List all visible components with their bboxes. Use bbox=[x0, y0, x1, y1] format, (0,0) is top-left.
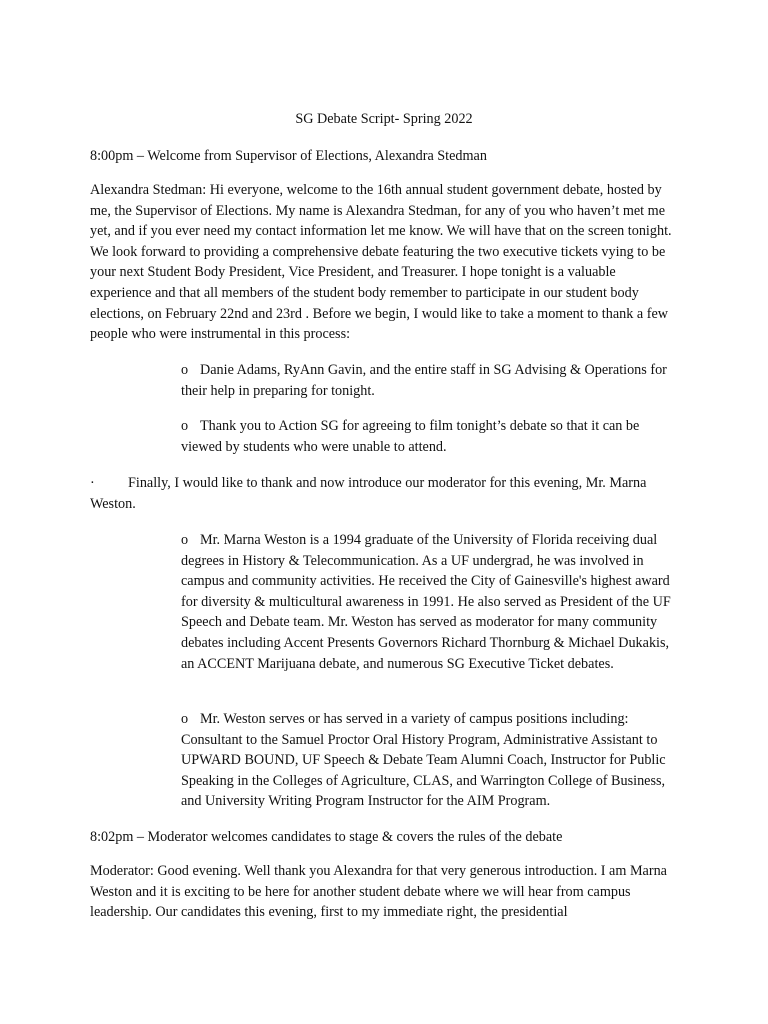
list-item-text: Thank you to Action SG for agreeing to film tonight’s debate so that it can be viewed by students who were unable to attend. bbox=[181, 418, 640, 455]
list-marker: o bbox=[181, 362, 189, 378]
document-title: SG Debate Script- Spring 2022 bbox=[295, 111, 473, 127]
list-item-weston-bio bbox=[181, 530, 681, 674]
list-item-thanks-advising bbox=[181, 360, 681, 401]
list-item-text: Danie Adams, RyAnn Gavin, and the entire staff in SG Advising & Operations for their help in preparing for tonight. bbox=[181, 362, 667, 399]
bullet-marker: · bbox=[90, 475, 95, 491]
list-marker: o bbox=[181, 418, 189, 434]
list-marker: o bbox=[181, 711, 189, 727]
list-item-text: Mr. Weston serves or has served in a variety of campus positions including: Consultant to the Samuel Proctor Oral History Program, Administrative Assistant to UPWARD BOUND, UF Speech & Debate Team Alumni Coach, Instructor for Public Speaking in the Colleges of Agriculture, CLAS, and Warrington College of Business, and University Writing Program Instructor for the AIM Program. bbox=[181, 711, 666, 810]
section-heading-welcome: 8:00pm – Welcome from Supervisor of Elections, Alexandra Stedman bbox=[90, 148, 487, 164]
list-item-weston-positions bbox=[181, 709, 681, 812]
paragraph-text: Finally, I would like to thank and now introduce our moderator for this evening, Mr. Marna Weston. bbox=[90, 475, 647, 512]
section-heading-moderator: 8:02pm – Moderator welcomes candidates to stage & covers the rules of the debate bbox=[90, 829, 563, 845]
paragraph-introduce-moderator bbox=[90, 473, 680, 514]
list-marker: o bbox=[181, 532, 189, 548]
list-item-text: Mr. Marna Weston is a 1994 graduate of the University of Florida receiving dual degrees in History & Telecommunication. As a UF undergrad, he was involved in campus and community activities. He received the City of Gainesville's highest award for diversity & multicultural awareness in 1991. He also served as President of the UF Speech and Debate team. Mr. Weston has served as moderator for many community debates including Accent Presents Governors Richard Thornburg & Michael Dukakis, an ACCENT Marijuana debate, and numerous SG Executive Ticket debates. bbox=[181, 532, 671, 672]
paragraph-stedman-welcome: Alexandra Stedman: Hi everyone, welcome to the 16th annual student government debate, hosted by me, the Supervisor of Elections. My name is Alexandra Stedman, for any of you who haven’t met me yet, and if you ever need my contact information let me know. We will have that on the screen tonight. We look forward to providing a comprehensive debate featuring the two executive tickets vying to be your next Student Body President, Vice President, and Treasurer. I hope tonight is a valuable experience and that all members of the student body remember to participate in our student body elections, on February 22nd and 23rd . Before we begin, I would like to take a moment to thank a few people who were instrumental in this process: bbox=[90, 182, 672, 343]
list-item-thanks-action-sg bbox=[181, 416, 681, 457]
paragraph-moderator-welcome: Moderator: Good evening. Well thank you Alexandra for that very generous introduction. I am Marna Weston and it is exciting to be here for another student debate where we will hear from campus leadership. Our candidates this evening, first to my immediate right, the presidential bbox=[90, 863, 667, 921]
